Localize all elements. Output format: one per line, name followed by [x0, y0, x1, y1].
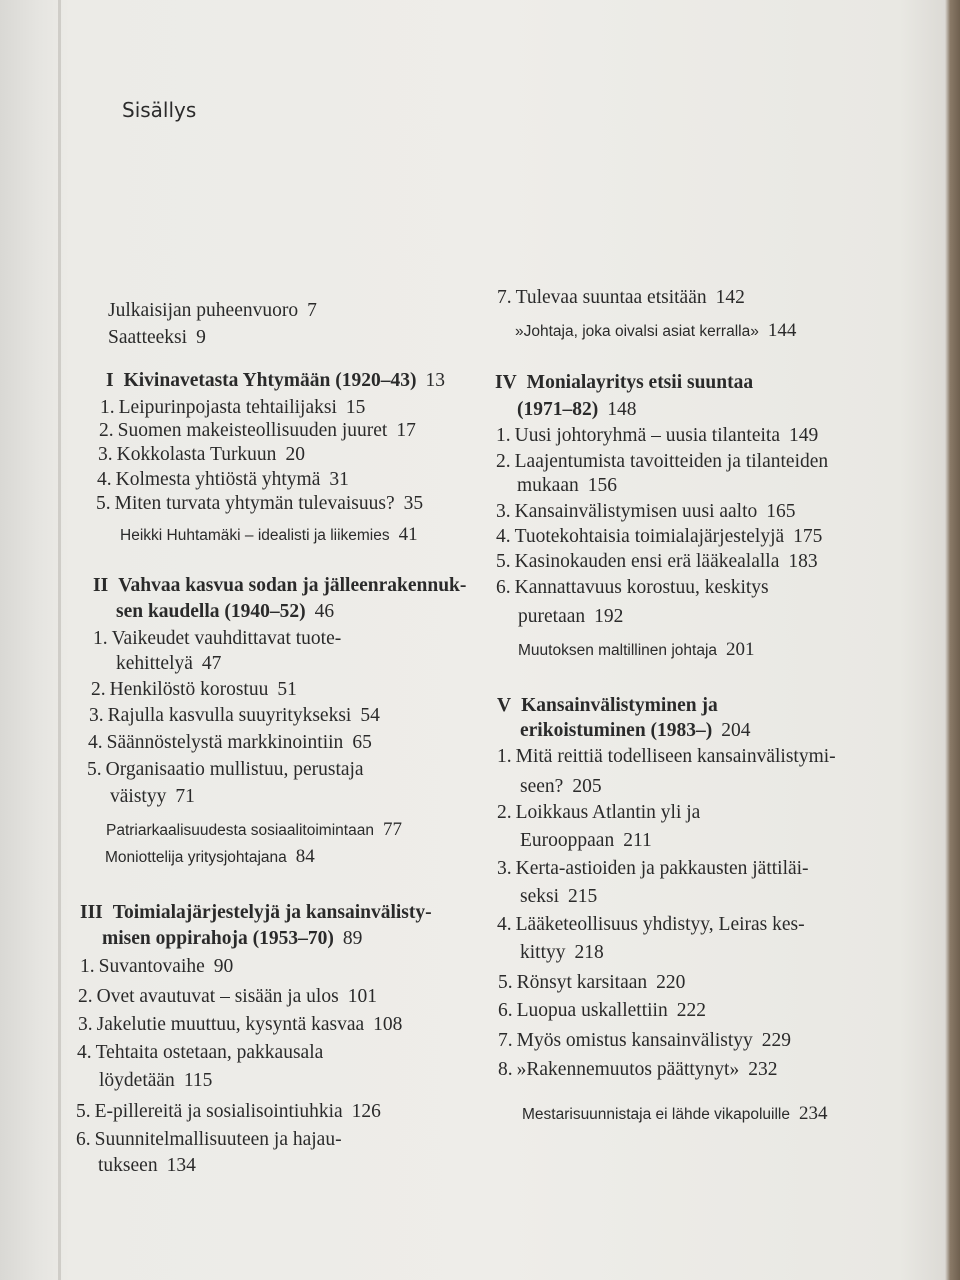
toc-chapter-line — [497, 285, 745, 311]
toc-profile-line — [518, 637, 755, 663]
entry-title: kittyy — [520, 942, 566, 963]
entry-title: puretaan — [518, 606, 586, 627]
toc-part-line — [102, 926, 362, 952]
toc-chapter-line — [76, 1099, 381, 1125]
page-number: 17 — [396, 420, 416, 441]
entry-title: Patriarkaalisuudesta sosiaalitoimintaan — [106, 822, 374, 839]
page-number: 201 — [726, 639, 755, 660]
chapter-number: 4. — [496, 526, 511, 547]
page-number: 229 — [761, 1030, 792, 1051]
toc-chapter-line — [87, 757, 364, 783]
chapter-number: 2. — [497, 802, 512, 823]
toc-chapter-line — [88, 730, 372, 756]
chapter-number: 1. — [80, 956, 95, 977]
chapter-number: 1. — [100, 397, 115, 418]
entry-title: Jakelutie muuttuu, kysyntä kasvaa — [96, 1014, 365, 1035]
page-number: 192 — [594, 606, 624, 627]
entry-title: Kasinokauden ensi erä lääkealalla — [514, 551, 780, 572]
page-title: Sisällys — [122, 98, 197, 122]
toc-chapter-line — [93, 626, 341, 652]
page-number: 108 — [373, 1014, 403, 1035]
toc-chapter-line — [498, 1057, 777, 1083]
page-number: 222 — [676, 1000, 706, 1021]
chapter-number: 2. — [91, 679, 106, 700]
entry-title: löydetään — [99, 1070, 175, 1091]
page-number: 183 — [788, 551, 818, 572]
page-number: 65 — [352, 732, 372, 753]
entry-title: Suvantovaihe — [98, 956, 205, 977]
entry-title: Julkaisijan puheenvuoro — [108, 300, 299, 321]
page-number: 142 — [715, 287, 745, 308]
page-number: 13 — [425, 370, 445, 391]
toc-chapter-line — [80, 954, 233, 980]
toc-intro-line — [108, 325, 206, 351]
chapter-number: 5. — [76, 1101, 91, 1122]
entry-title: Kannattavuus korostuu, keskitys — [514, 577, 769, 598]
page-number: 46 — [314, 601, 335, 622]
toc-chapter-line — [96, 491, 423, 517]
page-number: 7 — [307, 300, 317, 321]
toc-chapter-line — [497, 800, 700, 826]
page-number: 89 — [342, 928, 363, 949]
toc-chapter-line — [98, 442, 305, 468]
page-number: 90 — [213, 956, 234, 977]
chapter-number: 3. — [89, 705, 104, 726]
toc-profile-line — [105, 844, 315, 870]
part-number: I — [106, 370, 114, 391]
page-number: 134 — [166, 1155, 196, 1176]
page-number: 47 — [201, 653, 222, 674]
toc-chapter-line — [498, 1028, 791, 1054]
toc-part-line — [93, 573, 466, 599]
entry-title: E-pillereitä ja sosialisointiuhkia — [94, 1101, 343, 1122]
entry-title: Lääketeollisuus yhdistyy, Leiras kes- — [515, 914, 805, 935]
chapter-number: 1. — [93, 628, 108, 649]
entry-title: Vaikeudet vauhdittavat tuote- — [111, 628, 342, 649]
chapter-number: 3. — [98, 444, 113, 465]
entry-title: Rajulla kasvulla suuyritykseksi — [107, 705, 352, 726]
entry-title: (1971–82) — [517, 399, 599, 420]
page-number: 144 — [767, 320, 797, 341]
page-number: 20 — [285, 444, 305, 465]
chapter-number: 4. — [77, 1042, 92, 1063]
page-number: 84 — [295, 846, 315, 867]
entry-title: Uusi johtoryhmä – uusia tilanteita — [514, 425, 780, 446]
toc-part-line — [106, 368, 445, 394]
chapter-number: 7. — [498, 1030, 513, 1051]
entry-title: kehittelyä — [116, 653, 193, 674]
chapter-number: 6. — [498, 1000, 513, 1021]
toc-chapter-line — [89, 703, 380, 729]
chapter-number: 5. — [498, 972, 513, 993]
entry-title: Miten turvata yhtymän tulevaisuus? — [114, 493, 395, 514]
page-number: 156 — [587, 475, 617, 496]
entry-title: väistyy — [110, 786, 167, 807]
entry-title: Luopua uskallettiin — [516, 1000, 668, 1021]
entry-title: Moniottelija yritysjohtajana — [105, 849, 287, 866]
chapter-number: 6. — [496, 577, 511, 598]
page-number: 148 — [607, 399, 637, 420]
entry-title: »Rakennemuutos päättynyt» — [516, 1059, 740, 1080]
page-number: 51 — [277, 679, 297, 700]
toc-profile-line — [522, 1101, 827, 1127]
toc-chapter-line — [78, 1012, 402, 1038]
page-number: 9 — [196, 327, 206, 348]
toc-chapter-line — [520, 940, 604, 966]
chapter-number: 5. — [496, 551, 511, 572]
toc-chapter-line — [110, 784, 195, 810]
toc-chapter-line — [496, 575, 769, 601]
part-number: IV — [495, 372, 517, 393]
page-number: 165 — [766, 501, 796, 522]
entry-title: Kerta-astioiden ja pakkausten jättiläi- — [515, 858, 809, 879]
toc-chapter-line — [91, 677, 297, 703]
entry-title: seksi — [520, 886, 559, 907]
chapter-number: 4. — [497, 914, 512, 935]
toc-part-line — [520, 718, 751, 744]
toc-chapter-line — [497, 856, 809, 882]
entry-title: Kolmesta yhtiöstä yhtymä — [115, 469, 321, 490]
chapter-number: 3. — [496, 501, 511, 522]
page-number: 205 — [572, 776, 602, 797]
entry-title: Suomen makeisteollisuuden juuret — [117, 420, 388, 441]
toc-chapter-line — [77, 1040, 323, 1066]
chapter-number: 2. — [78, 986, 93, 1007]
page-number: 115 — [183, 1070, 213, 1091]
toc-chapter-line — [98, 1153, 196, 1179]
page-gutter — [58, 0, 61, 1280]
toc-chapter-line — [518, 604, 623, 630]
chapter-number: 5. — [96, 493, 111, 514]
part-number: V — [497, 695, 512, 716]
page-number: 234 — [798, 1103, 828, 1124]
entry-title: Saatteeksi — [108, 327, 188, 348]
toc-part-line — [497, 693, 718, 719]
entry-title: Ovet avautuvat – sisään ja ulos — [96, 986, 339, 1007]
page-number: 232 — [748, 1059, 778, 1080]
part-number: II — [93, 575, 109, 596]
toc-chapter-line — [520, 884, 597, 910]
part-number: III — [80, 902, 103, 923]
page-number: 215 — [568, 886, 598, 907]
page-number: 77 — [382, 819, 402, 840]
page-number: 218 — [574, 942, 604, 963]
toc-chapter-line — [517, 473, 617, 499]
toc-chapter-line — [497, 912, 805, 938]
entry-title: Leipurinpojasta tehtailijaksi — [118, 397, 337, 418]
page-number: 41 — [398, 524, 418, 545]
entry-title: tukseen — [98, 1155, 158, 1176]
entry-title: erikoistuminen (1983–) — [520, 720, 713, 741]
page-number: 220 — [656, 972, 686, 993]
chapter-number: 5. — [87, 759, 102, 780]
toc-part-line — [116, 599, 334, 625]
toc-chapter-line — [520, 774, 602, 800]
toc-chapter-line — [97, 467, 349, 493]
toc-chapter-line — [496, 423, 818, 449]
toc-part-line — [495, 370, 753, 396]
entry-title: Laajentumista tavoitteiden ja tilanteiden — [514, 451, 829, 472]
page-number: 71 — [175, 786, 195, 807]
entry-title: Myös omistus kansainvälistyy — [516, 1030, 753, 1051]
entry-title: Säännöstelystä markkinointiin — [106, 732, 344, 753]
toc-chapter-line — [496, 449, 828, 475]
chapter-number: 3. — [78, 1014, 93, 1035]
entry-title: Kansainvälistyminen ja — [521, 695, 718, 716]
page-number: 211 — [623, 830, 652, 851]
entry-title: Eurooppaan — [520, 830, 615, 851]
chapter-number: 4. — [97, 469, 112, 490]
toc-chapter-line — [99, 1068, 212, 1094]
toc-chapter-line — [496, 499, 796, 525]
chapter-number: 1. — [496, 425, 511, 446]
toc-part-line — [80, 900, 432, 926]
entry-title: Loikkaus Atlantin yli ja — [515, 802, 701, 823]
entry-title: Mitä reittiä todelliseen kansainvälistymi- — [515, 746, 836, 767]
entry-title: Organisaatio mullistuu, perustaja — [105, 759, 364, 780]
entry-title: Muutoksen maltillinen johtaja — [518, 642, 718, 659]
entry-title: mukaan — [517, 475, 579, 496]
entry-title: misen oppirahoja (1953–70) — [102, 928, 334, 949]
page-number: 31 — [329, 469, 349, 490]
entry-title: Tuotekohtaisia toimialajärjestelyjä — [514, 526, 785, 547]
chapter-number: 2. — [496, 451, 511, 472]
toc-chapter-line — [498, 970, 685, 996]
toc-chapter-line — [496, 524, 822, 550]
entry-title: Tehtaita ostetaan, pakkausala — [95, 1042, 324, 1063]
page-number: 35 — [403, 493, 424, 514]
toc-chapter-line — [78, 984, 377, 1010]
toc-chapter-line — [520, 828, 652, 854]
page-number: 15 — [345, 397, 366, 418]
toc-intro-line — [108, 298, 317, 324]
toc-chapter-line — [496, 549, 818, 575]
entry-title: Toimialajärjestelyjä ja kansainvälisty- — [112, 902, 432, 923]
chapter-number: 4. — [88, 732, 103, 753]
entry-title: Vahvaa kasvua sodan ja jälleenrakennuk- — [118, 575, 467, 596]
toc-profile-line — [106, 817, 402, 843]
entry-title: sen kaudella (1940–52) — [116, 601, 306, 622]
toc-profile-line — [515, 318, 796, 344]
entry-title: Kokkolasta Turkuun — [116, 444, 277, 465]
toc-chapter-line — [99, 418, 416, 444]
page-number: 175 — [793, 526, 823, 547]
page-number: 204 — [721, 720, 751, 741]
entry-title: Suunnitelmallisuuteen ja hajau- — [94, 1129, 342, 1150]
chapter-number: 3. — [497, 858, 512, 879]
entry-title: Henkilöstö korostuu — [109, 679, 269, 700]
page-number: 101 — [347, 986, 377, 1007]
page-number: 126 — [351, 1101, 381, 1122]
entry-title: Rönsyt karsitaan — [516, 972, 648, 993]
chapter-number: 2. — [99, 420, 114, 441]
page-number: 149 — [789, 425, 819, 446]
chapter-number: 1. — [497, 746, 512, 767]
toc-chapter-line — [76, 1127, 342, 1153]
entry-title: Mestarisuunnistaja ei lähde vikapoluille — [522, 1106, 790, 1123]
page-number: 54 — [360, 705, 380, 726]
chapter-number: 6. — [76, 1129, 91, 1150]
entry-title: Kivinavetasta Yhtymään (1920–43) — [123, 370, 417, 391]
toc-profile-line — [120, 522, 418, 548]
toc-chapter-line — [498, 998, 706, 1024]
entry-title: seen? — [520, 776, 564, 797]
entry-title: Tulevaa suuntaa etsitään — [515, 287, 707, 308]
entry-title: »Johtaja, joka oivalsi asiat kerralla» — [515, 323, 759, 340]
toc-chapter-line — [497, 744, 836, 770]
entry-title: Kansainvälistymisen uusi aalto — [514, 501, 758, 522]
chapter-number: 7. — [497, 287, 512, 308]
toc-chapter-line — [116, 651, 221, 677]
entry-title: Monialayritys etsii suuntaa — [526, 372, 754, 393]
toc-part-line — [517, 397, 637, 423]
chapter-number: 8. — [498, 1059, 513, 1080]
entry-title: Heikki Huhtamäki – idealisti ja liikemies — [120, 527, 390, 544]
